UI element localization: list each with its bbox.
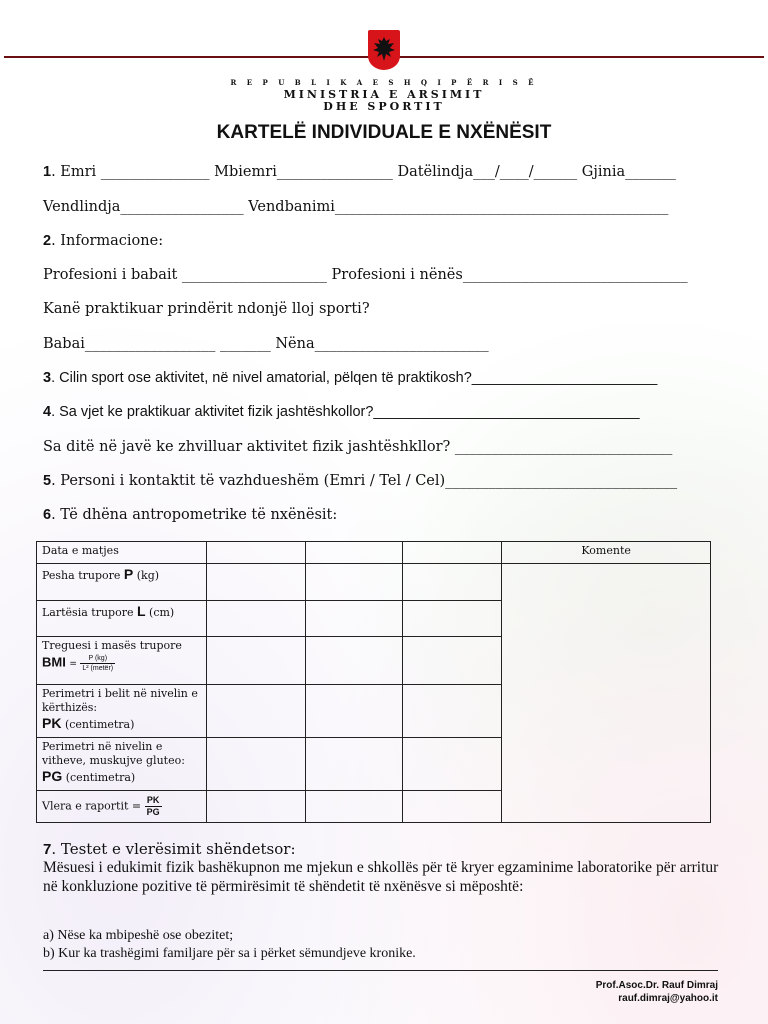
weight-symbol: P [123, 566, 134, 582]
date-input-cell[interactable] [403, 542, 502, 564]
ratio-denominator: PG [146, 807, 160, 817]
section-2-title: . Informacione: [51, 233, 164, 249]
height-label: Lartësia trupore [42, 606, 134, 619]
section-1-fields: . Emri _______________ Mbiemri________________ Datëlindja___/____/______ Gjinia_______ [51, 164, 676, 180]
bmi-label-cell [37, 637, 207, 685]
pg-unit: (centimetra) [65, 771, 136, 784]
weight-input-cell[interactable] [305, 564, 403, 601]
list-item-b: b) Kur ka trashëgimi familjare për sa i përket sëmundjeve kronike. [43, 946, 416, 961]
ratio-numerator: PK [145, 795, 162, 807]
section-6-title: . Të dhëna antropometrike të nxënësit: [51, 507, 338, 523]
pg-label-cell [37, 738, 207, 791]
bmi-formula [80, 654, 115, 673]
pk-input-cell[interactable] [305, 685, 403, 738]
section-7-heading [43, 840, 296, 858]
parents-sport-question: Kanë praktikuar prindërit ndonjë lloj sporti? [43, 301, 370, 317]
pg-input-cell[interactable] [206, 738, 305, 791]
weight-label: Pesha trupore [42, 569, 121, 582]
birthplace-line: Vendlindja_________________ Vendbanimi______________________________________________ [43, 199, 669, 215]
ratio-label-cell [37, 791, 207, 823]
section-4-line [43, 404, 640, 420]
footer-rule [43, 970, 718, 971]
list-item-a: a) Nëse ka mbipeshë ose obezitet; [43, 928, 234, 943]
pk-label: Perimetri i belit në nivelin e kërthizës: [42, 687, 198, 714]
bmi-input-cell[interactable] [206, 637, 305, 685]
pg-input-cell[interactable] [305, 738, 403, 791]
bmi-label: Treguesi i masës trupore [42, 639, 182, 652]
footer-author: Prof.Asoc.Dr. Rauf Dimraj [595, 980, 718, 991]
section-4-number: 4 [43, 404, 52, 420]
bmi-equals: = [69, 659, 77, 670]
height-input-cell[interactable] [403, 601, 502, 637]
pk-label-cell [37, 685, 207, 738]
weight-input-cell[interactable] [403, 564, 502, 601]
ratio-input-cell[interactable] [206, 791, 305, 823]
section-7-paragraph: Mësuesi i edukimit fizik bashëkupnon me mjekun e shkollës për të kryer egzaminime laboratorike për arritur në konkluzione pozitive të përmirësimit të shëndetit të nxënësve si mëposhtë: [43, 859, 719, 895]
republic-name: R E P U B L I K A E S H Q I P Ë R I S Ë [230, 78, 538, 87]
height-symbol: L [136, 603, 146, 619]
pk-symbol: PK [42, 715, 62, 731]
footer-email[interactable]: rauf.dimraj@yahoo.it [618, 993, 718, 1004]
bmi-input-cell[interactable] [305, 637, 403, 685]
section-3-line [43, 370, 657, 386]
section-2-line [43, 233, 163, 249]
height-label-cell [37, 601, 207, 637]
days-per-week-line: Sa ditë në javë ke zhvilluar aktivitet fizik jashtëshkllor? ______________________________ [43, 439, 673, 455]
section-3-number: 3 [43, 370, 52, 386]
height-input-cell[interactable] [206, 601, 305, 637]
section-6-number: 6 [43, 507, 52, 523]
table-row [37, 542, 711, 564]
section-3-question: . Cilin sport ose aktivitet, në nivel amatorial, pëlqen të praktikosh?_______________________ [51, 370, 658, 386]
pg-label: Perimetri në nivelin e vitheve, muskujve gluteo: [42, 740, 185, 767]
section-6-line [43, 507, 337, 523]
ministry-line-1: MINISTRIA E ARSIMIT [283, 88, 485, 101]
parents-line: Babai__________________ _______ Nëna________________________ [43, 336, 489, 352]
weight-label-cell [37, 564, 207, 601]
ratio-label: Vlera e raportit = [42, 799, 142, 813]
header-comments-cell: Komente [502, 542, 711, 564]
section-7-number: 7 [43, 841, 52, 858]
weight-input-cell[interactable] [206, 564, 305, 601]
section-1-number: 1 [43, 164, 52, 180]
date-input-cell[interactable] [206, 542, 305, 564]
height-input-cell[interactable] [305, 601, 403, 637]
weight-unit: (kg) [136, 569, 160, 582]
ratio-input-cell[interactable] [403, 791, 502, 823]
section-5-question: . Personi i kontaktit të vazhdueshëm (Emri / Tel / Cel)________________________________ [51, 473, 678, 489]
bmi-symbol: BMI [42, 654, 66, 670]
section-1-line [43, 164, 676, 180]
page-title: KARTELË INDIVIDUALE E NXËNËSIT [216, 122, 552, 143]
section-4-question: . Sa vjet ke praktikuar aktivitet fizik jashtëshkollor?_________________________________ [51, 404, 640, 420]
eagle-icon [371, 34, 397, 64]
ratio-formula [145, 795, 162, 818]
header-date-cell: Data e matjes [37, 542, 207, 564]
pk-input-cell[interactable] [206, 685, 305, 738]
albanian-eagle-emblem-icon [368, 30, 400, 70]
section-2-number: 2 [43, 233, 52, 249]
pg-input-cell[interactable] [403, 738, 502, 791]
ministry-line-2: DHE SPORTIT [323, 100, 445, 113]
section-5-line [43, 473, 677, 489]
comments-cell[interactable] [502, 564, 711, 823]
pk-unit: (centimetra) [64, 718, 135, 731]
pg-symbol: PG [42, 768, 63, 784]
bmi-input-cell[interactable] [403, 637, 502, 685]
date-input-cell[interactable] [305, 542, 403, 564]
profession-line: Profesioni i babait ____________________ Profesioni i nënës_______________________________ [43, 267, 688, 283]
pk-input-cell[interactable] [403, 685, 502, 738]
anthropometric-table [36, 541, 711, 823]
section-5-number: 5 [43, 473, 52, 489]
height-unit: (cm) [149, 606, 175, 619]
bmi-denominator: L² (metër) [82, 665, 114, 672]
section-7-title: . Testet e vlerësimit shëndetsor: [51, 840, 296, 858]
bmi-numerator: P (kg) [80, 654, 115, 664]
table-row [37, 564, 711, 601]
ratio-input-cell[interactable] [305, 791, 403, 823]
